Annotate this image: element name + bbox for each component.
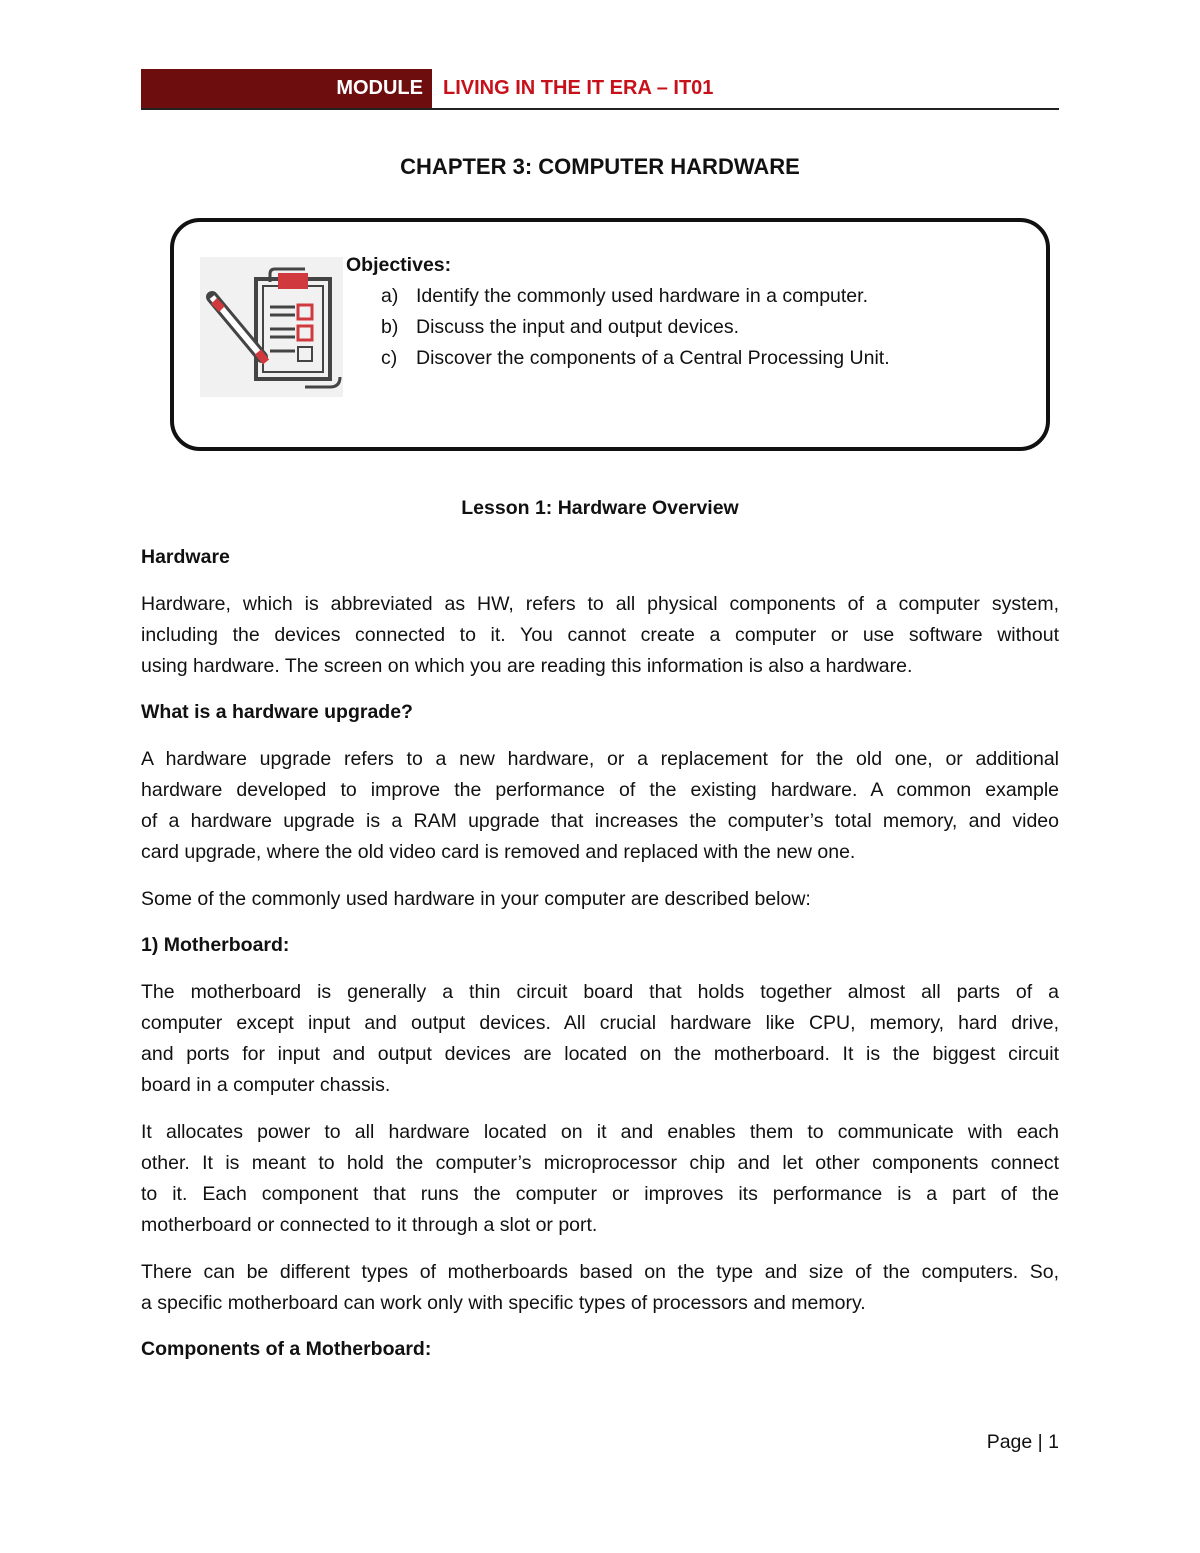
objective-item [381, 316, 739, 339]
paragraph-line: computer except input and output devices. All crucial hardware like CPU, memory, hard drive, [141, 1012, 1059, 1034]
paragraph [141, 744, 1059, 868]
header-rule [141, 108, 1059, 110]
page-number: Page | 1 [986, 1431, 1059, 1453]
paragraph-line: There can be different types of motherboards based on the type and size of the computers. So, [141, 1261, 1059, 1283]
objective-text: Discover the components of a Central Processing Unit. [416, 347, 890, 369]
paragraph [141, 977, 1059, 1101]
section-heading: Components of a Motherboard: [141, 1338, 432, 1360]
paragraph-line: Hardware, which is abbreviated as HW, refers to all physical components of a computer system, [141, 593, 1059, 615]
objective-letter: a) [381, 285, 399, 307]
paragraph-line: board in a computer chassis. [141, 1074, 391, 1096]
objective-letter: c) [381, 347, 398, 369]
objective-item [381, 285, 868, 308]
section-heading: Hardware [141, 546, 230, 568]
paragraph-line: Some of the commonly used hardware in your computer are described below: [141, 888, 811, 910]
paragraph-line: using hardware. The screen on which you are reading this information is also a hardware. [141, 655, 913, 677]
lesson-title: Lesson 1: Hardware Overview [461, 497, 739, 519]
paragraph-line: other. It is meant to hold the computer’s microprocessor chip and let other components connect [141, 1152, 1059, 1174]
paragraph-line: The motherboard is generally a thin circuit board that holds together almost all parts of a [141, 981, 1059, 1003]
chapter-title: CHAPTER 3: COMPUTER HARDWARE [400, 154, 800, 179]
objective-text: Discuss the input and output devices. [416, 316, 740, 338]
clipboard-checklist-icon [200, 257, 343, 397]
paragraph-line: including the devices connected to it. You cannot create a computer or use software without [141, 624, 1059, 646]
paragraph-line: hardware developed to improve the performance of the existing hardware. A common example [141, 779, 1059, 801]
module-label: MODULE [336, 77, 423, 99]
paragraph [141, 589, 1059, 682]
paragraph-line: motherboard or connected to it through a slot or port. [141, 1214, 598, 1236]
paragraph-line: card upgrade, where the old video card is removed and replaced with the new one. [141, 841, 856, 863]
paragraph [141, 1117, 1059, 1241]
objective-item [381, 347, 890, 370]
objective-text: Identify the commonly used hardware in a computer. [416, 285, 868, 307]
paragraph-line: to it. Each component that runs the computer or improves its performance is a part of the [141, 1183, 1059, 1205]
section-heading: 1) Motherboard: [141, 934, 290, 956]
paragraph-line: a specific motherboard can work only with specific types of processors and memory. [141, 1292, 866, 1314]
paragraph-line: A hardware upgrade refers to a new hardware, or a replacement for the old one, or additional [141, 748, 1059, 770]
course-title: LIVING IN THE IT ERA – IT01 [443, 77, 714, 99]
paragraph-line: and ports for input and output devices are located on the motherboard. It is the biggest circuit [141, 1043, 1059, 1065]
objective-letter: b) [381, 316, 399, 338]
section-heading: What is a hardware upgrade? [141, 701, 413, 723]
objectives-title: Objectives: [346, 254, 452, 276]
paragraph [141, 884, 1059, 915]
paragraph-line: of a hardware upgrade is a RAM upgrade that increases the computer’s total memory, and video [141, 810, 1059, 832]
paragraph [141, 1257, 1059, 1319]
paragraph-line: It allocates power to all hardware located on it and enables them to communicate with each [141, 1121, 1059, 1143]
